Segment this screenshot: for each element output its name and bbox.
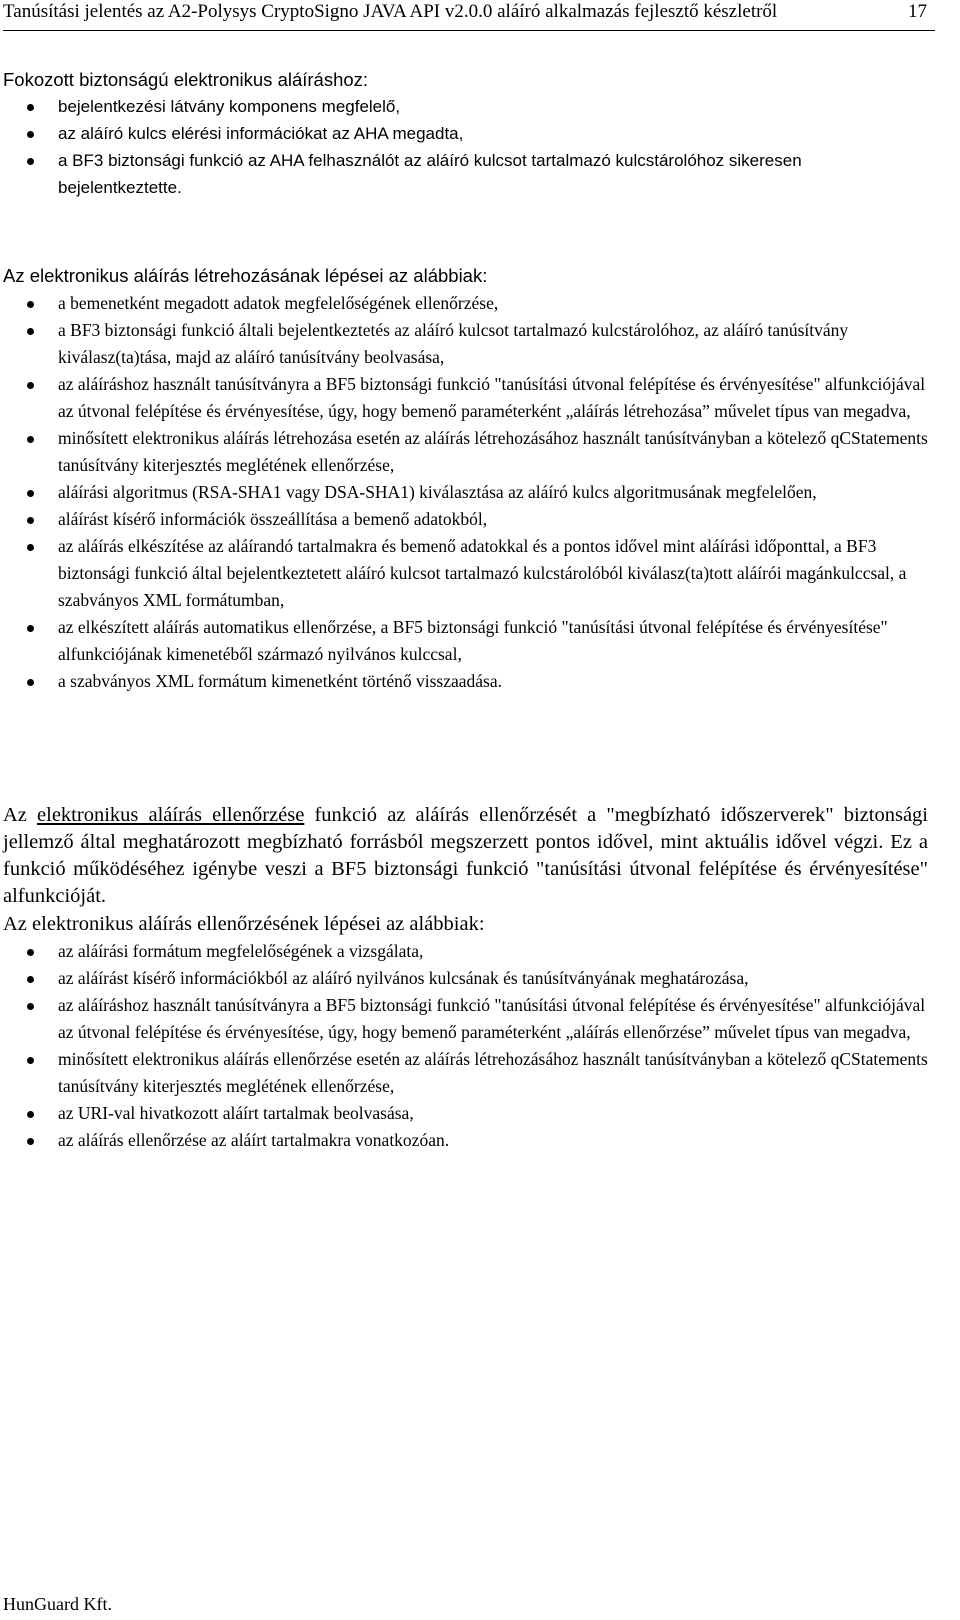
bullet-icon [27, 949, 34, 956]
section-intro: Fokozott biztonságú elektronikus aláíráshoz: [3, 69, 369, 90]
list-item: minősített elektronikus aláírás ellenőrzése esetén az aláírás létrehozásához használt tanúsítványban a kötelező qCStatements tanúsítvány kiterjesztés meglétének ellenőrzése, [3, 1046, 928, 1100]
bullet-icon [27, 544, 34, 551]
verification-paragraph: Az elektronikus aláírás ellenőrzése funkció az aláírás ellenőrzését a "megbízható időszerverek" biztonsági jellemző által meghatározott megbízható forrásból megszerzett pontos idővel, mint aktuális idővel végzi. Ez a funkció működéséhez igénybe veszi a BF5 biztonsági funkció "tanúsítási útvonal felépítése és érvényesítése" alfunkcióját. [3, 804, 928, 907]
page-number: 17 [908, 1, 927, 22]
bullet-icon [27, 1138, 34, 1145]
list-item: az aláírási formátum megfelelőségének a vizsgálata, [3, 938, 928, 965]
bullet-icon [27, 490, 34, 497]
list-item: a szabványos XML formátum kimenetként történő visszaadása. [3, 668, 928, 695]
list-item: az aláíró kulcs elérési információkat az AHA megadta, [3, 120, 928, 147]
section-intro: Az elektronikus aláírás létrehozásának lépései az alábbiak: [3, 265, 488, 286]
list-item: a bemenetként megadott adatok megfelelőségének ellenőrzése, [3, 290, 928, 317]
section-signature-creation [3, 262, 933, 695]
bullet-icon [27, 1057, 34, 1064]
bullet-icon [27, 976, 34, 983]
section-signature-verification [3, 802, 933, 1154]
bullet-icon [27, 301, 34, 308]
list-item: a BF3 biztonsági funkció az AHA felhasználót az aláíró kulcsot tartalmazó kulcstárolóhoz sikeresen bejelentkeztette. [3, 147, 928, 201]
bullet-icon [27, 158, 34, 165]
header-title: Tanúsítási jelentés az A2-Polysys CryptoSigno JAVA API v2.0.0 aláíró alkalmazás fejlesztő készletről [3, 1, 778, 22]
list-item: aláírást kísérő információk összeállítása a bemenő adatokból, [3, 506, 928, 533]
bullet-icon [27, 1111, 34, 1118]
bullet-list [3, 93, 933, 201]
list-item: az aláírás ellenőrzése az aláírt tartalmakra vonatkozóan. [3, 1127, 928, 1154]
section-advanced-signature [3, 66, 933, 201]
bullet-icon [27, 382, 34, 389]
bullet-icon [27, 104, 34, 111]
bullet-icon [27, 517, 34, 524]
verification-term: elektronikus aláírás ellenőrzése [37, 804, 305, 826]
list-item: a BF3 biztonsági funkció általi bejelentkeztetés az aláíró kulcsot tartalmazó kulcstárolóhoz, az aláíró tanúsítvány kiválasz(ta)tása, majd az aláíró tanúsítvány beolvasása, [3, 317, 928, 371]
list-item: bejelentkezési látvány komponens megfelelő, [3, 93, 928, 120]
list-item: aláírási algoritmus (RSA-SHA1 vagy DSA-SHA1) kiválasztása az aláíró kulcs algoritmusának megfelelően, [3, 479, 928, 506]
page-footer: HunGuard Kft. [3, 1594, 112, 1614]
list-item: az aláírást kísérő információkból az aláíró nyilvános kulcsának és tanúsítványának meghatározása, [3, 965, 928, 992]
bullet-icon [27, 131, 34, 138]
bullet-list [3, 290, 933, 695]
list-item: az aláírás elkészítése az aláírandó tartalmakra és bemenő adatokkal és a pontos idővel mint aláírási időponttal, a BF3 biztonsági funkció által bejelentkeztetett aláíró kulcsot tartalmazó kulcstárolóból kiválasz(ta)tott aláírói magánkulccsal, a szabványos XML formátumban, [3, 533, 928, 614]
bullet-icon [27, 679, 34, 686]
list-item: minősített elektronikus aláírás létrehozása esetén az aláírás létrehozásához használt tanúsítványban a kötelező qCStatements tanúsítvány kiterjesztés meglétének ellenőrzése, [3, 425, 928, 479]
list-item: az aláíráshoz használt tanúsítványra a BF5 biztonsági funkció "tanúsítási útvonal felépítése és érvényesítése" alfunkciójával az útvonal felépítése és érvényesítése, úgy, hogy bemenő paraméterként „aláírás ellenőrzése” művelet típus van megadva, [3, 992, 928, 1046]
page-header [3, 0, 935, 31]
bullet-icon [27, 328, 34, 335]
bullet-list [3, 938, 933, 1154]
list-item: az aláíráshoz használt tanúsítványra a BF5 biztonsági funkció "tanúsítási útvonal felépítése és érvényesítése" alfunkciójával az útvonal felépítése és érvényesítése, úgy, hogy bemenő paraméterként „aláírás létrehozása” művelet típus van megadva, [3, 371, 928, 425]
bullet-icon [27, 436, 34, 443]
section-intro: Az elektronikus aláírás ellenőrzésének lépései az alábbiak: [3, 913, 485, 935]
bullet-icon [27, 625, 34, 632]
list-item: az URI-val hivatkozott aláírt tartalmak beolvasása, [3, 1100, 928, 1127]
list-item: az elkészített aláírás automatikus ellenőrzése, a BF5 biztonsági funkció "tanúsítási útvonal felépítése és érvényesítése" alfunkciójának kimenetéből származó nyilvános kulccsal, [3, 614, 928, 668]
bullet-icon [27, 1003, 34, 1010]
